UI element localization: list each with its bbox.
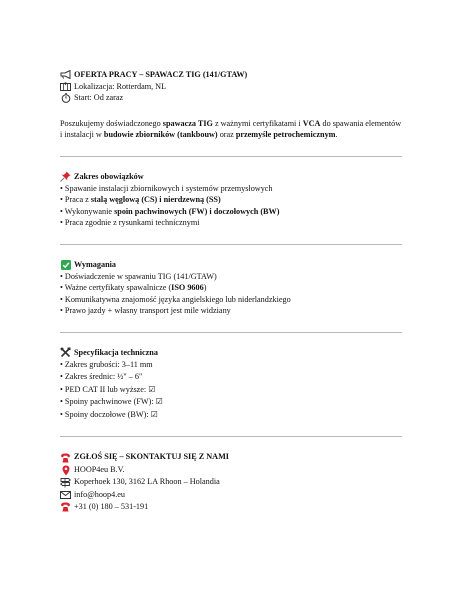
address-text: Koperhoek 130, 3162 LA Rhoon – Holandia [74, 477, 220, 487]
list-item: • Zakres grubości: 3–11 mm [60, 359, 402, 372]
phone-number[interactable]: +31 (0) 180 – 531-191 [74, 502, 149, 512]
signpost-icon [60, 477, 71, 487]
text-run: Prawo jazdy + własny transport jest mile widziany [64, 306, 231, 316]
list-item [60, 183, 402, 195]
bold-text: spawacza TIG [162, 118, 213, 128]
text-run: Doświadczenie w spawaniu TIG (141/GTAW) [64, 271, 217, 281]
text-run: Spawanie instalacji zbiornikowych i systemów przemysłowych [64, 183, 273, 193]
requirements-section [60, 259, 402, 317]
spec-section [60, 347, 402, 422]
text-run: Poszukujemy doświadczonego [60, 118, 163, 128]
text-run: Wykonywanie [64, 206, 115, 216]
tools-icon [60, 348, 71, 358]
email-line [60, 489, 402, 501]
list-item [60, 271, 402, 283]
offer-title: OFERTA PRACY – SPAWACZ TIG (141/GTAW) [74, 70, 248, 79]
phone-icon [60, 453, 71, 463]
location-pin-icon [60, 465, 71, 475]
duties-section [60, 171, 402, 229]
megaphone-icon [60, 70, 71, 80]
list-item [60, 282, 402, 294]
duties-list [60, 183, 402, 229]
address-line [60, 476, 402, 488]
spec-title-line [60, 347, 402, 359]
phone-icon [60, 502, 71, 512]
list-item: • PED CAT II lub wyższe: ☑ [60, 384, 402, 397]
spec-title: Specyfikacja techniczna [74, 347, 158, 357]
location-line [60, 81, 402, 93]
stopwatch-icon [60, 93, 71, 103]
list-item [60, 194, 402, 206]
text-run: Praca zgodnie z rysunkami technicznymi [64, 218, 200, 228]
envelope-icon [60, 490, 71, 500]
location-text: Lokalizacja: Rotterdam, NL [74, 81, 167, 91]
email-link[interactable]: info@hoop4.eu [74, 489, 125, 499]
text-run: do spawania elementów i instalacji w [60, 118, 402, 140]
requirements-title-line [60, 259, 402, 271]
phone-line [60, 501, 402, 513]
bold-text: ISO 9606 [171, 283, 204, 293]
map-icon [60, 81, 71, 91]
list-item [60, 217, 402, 229]
divider [60, 244, 402, 245]
divider [60, 156, 402, 157]
check-mark-icon [60, 260, 71, 270]
intro-paragraph [60, 118, 402, 141]
spec-list [60, 359, 402, 422]
text-run: ) [203, 283, 207, 293]
offer-title-line [60, 69, 402, 81]
text-run: Praca z [64, 195, 91, 205]
list-item [60, 294, 402, 306]
contact-section [60, 451, 402, 513]
requirements-list [60, 271, 402, 317]
contact-title-line [60, 451, 402, 463]
bold-text: spoin pachwinowych (FW) i doczołowych (BW) [114, 206, 280, 216]
list-item: • Spoiny doczołowe (BW): ☑ [60, 409, 402, 422]
text-run: z ważnymi certyfikatami i [212, 118, 303, 128]
text-run: Komunikatywna znajomość języka angielskiego lub niderlandzkiego [64, 294, 291, 304]
company-name: HOOP4eu B.V. [74, 464, 125, 474]
duties-title: Zakres obowiązków [74, 171, 144, 181]
divider [60, 332, 402, 333]
bold-text: stalą węglową (CS) i nierdzewną (SS) [90, 195, 221, 205]
list-item [60, 305, 402, 317]
start-text: Start: Od zaraz [74, 93, 124, 103]
text-run: . [335, 130, 338, 140]
bold-text: przemyśle petrochemicznym [235, 130, 336, 140]
pushpin-icon [60, 172, 71, 182]
divider [60, 436, 402, 437]
text-run: Ważne certyfikaty spawalnicze ( [64, 283, 172, 293]
list-item [60, 206, 402, 218]
duties-title-line [60, 171, 402, 183]
requirements-title: Wymagania [74, 259, 117, 269]
start-line [60, 92, 402, 104]
job-offer [60, 69, 402, 514]
bold-text: VCA [302, 118, 321, 128]
bold-text: budowie zbiorników (tankbouw) [103, 130, 218, 140]
list-item: • Spoiny pachwinowe (FW): ☑ [60, 396, 402, 409]
company-line [60, 464, 402, 476]
contact-title: ZGŁOŚ SIĘ – SKONTAKTUJ SIĘ Z NAMI [74, 452, 229, 462]
list-item: • Zakres średnic: ½" – 6" [60, 371, 402, 384]
text-run: oraz [217, 130, 236, 140]
